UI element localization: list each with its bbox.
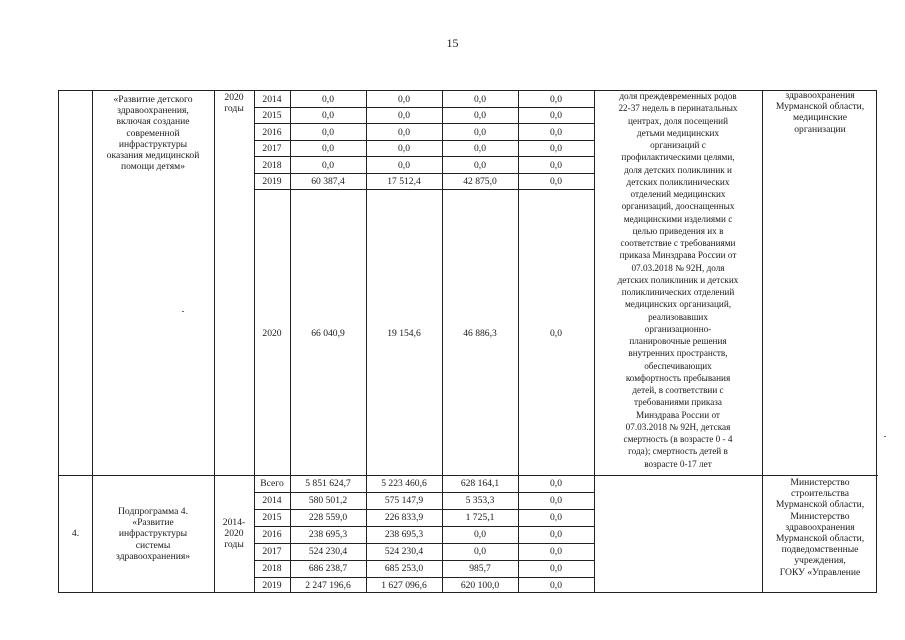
executor-line: Министерство — [790, 477, 850, 488]
amount-cell: 238 695,3 — [308, 529, 348, 540]
amount-cell: 0,0 — [474, 160, 486, 171]
indicator-line: доля детских поликлиник и — [624, 164, 732, 175]
subprogram-name-line: «Развитие — [132, 517, 174, 529]
subprogram-period-line: 2014- — [222, 517, 246, 528]
year-cell: 2016 — [262, 127, 282, 138]
executor-line: здравоохранения — [785, 90, 855, 101]
row-number: 4. — [71, 528, 80, 539]
subprogram-period — [214, 517, 254, 551]
amount-cell: 19 154,6 — [387, 328, 421, 339]
indicator-line: приказа Минздрава России от — [619, 250, 737, 261]
amount-cell: 0,0 — [550, 478, 562, 489]
amount-cell: 1 627 096,6 — [381, 580, 427, 591]
year-cell: 2017 — [262, 143, 282, 154]
indicator-line: соответствие с требованиями — [620, 238, 736, 248]
indicator-line: 22-37 недель в перинатальных — [618, 103, 738, 114]
executor-line: ГОКУ «Управление — [779, 566, 861, 578]
subprogram-name-line: Подпрограмма 4. — [118, 506, 188, 517]
amount-cell: 620 100,0 — [460, 580, 500, 591]
executor-line: учреждения, — [794, 555, 846, 567]
amount-cell: 0,0 — [398, 110, 410, 121]
indicator-line: комфортность пребывания — [625, 372, 731, 383]
indicator-line: Минздрава России от — [636, 409, 720, 420]
year-cell: 2017 — [262, 546, 282, 557]
subprogram-period-line: 2020 — [224, 528, 244, 540]
section-divider — [59, 475, 878, 476]
amount-cell: 0,0 — [550, 529, 562, 540]
event-name-line: оказания медицинской — [106, 150, 200, 162]
year-cell: 2019 — [262, 580, 282, 591]
row-divider — [254, 577, 594, 578]
indicator-line: целью приведения их в — [632, 225, 724, 236]
amount-cell: 66 040,9 — [311, 328, 345, 339]
amount-cell: 5 851 624,7 — [305, 478, 351, 489]
year-cell: Всего — [260, 478, 284, 489]
amount-cell: 5 223 460,6 — [381, 478, 427, 489]
event-name-line: включая создание — [116, 116, 190, 128]
executor-line: медицинские — [793, 112, 847, 124]
amount-cell: 0,0 — [474, 94, 486, 105]
amount-cell: 0,0 — [550, 563, 562, 574]
amount-cell: 0,0 — [322, 127, 334, 138]
year-cell: 2020 — [262, 328, 282, 339]
amount-cell: 228 559,0 — [308, 512, 348, 523]
event-period-line: годы — [224, 103, 244, 115]
amount-cell: 0,0 — [322, 94, 334, 105]
amount-cell: 685 253,0 — [384, 563, 424, 574]
indicator-line: года); смертность детей в — [628, 446, 728, 457]
subprogram-name-line: системы — [135, 539, 171, 551]
event-name-line: современной — [126, 127, 180, 139]
amount-cell: 0,0 — [550, 94, 562, 105]
subprogram-name-line: здравоохранения» — [115, 550, 191, 562]
amount-cell: 226 833,9 — [384, 512, 424, 523]
year-cell: 2014 — [262, 94, 282, 105]
indicator-line: 07.03.2018 № 92Н, детская — [625, 421, 731, 432]
subprogram-period-line: годы — [224, 539, 244, 551]
amount-cell: 686 238,7 — [308, 563, 348, 574]
amount-cell: 0,0 — [474, 127, 486, 138]
indicator-line: 07.03.2018 № 92Н, доля — [631, 262, 725, 273]
amount-cell: 0,0 — [550, 176, 562, 187]
row-divider — [254, 509, 594, 510]
year-cell: 2019 — [262, 176, 282, 187]
amount-cell: 524 230,4 — [384, 546, 424, 557]
amount-cell: 0,0 — [550, 127, 562, 138]
row-divider — [254, 140, 594, 141]
scan-speck — [182, 311, 184, 312]
event-period-line: 2020 — [224, 92, 244, 103]
indicator-line: детей, в соответствии с — [632, 385, 724, 395]
row-divider — [254, 543, 594, 544]
indicator-line: возрасте 0-17 лет — [644, 458, 712, 469]
year-cell: 2015 — [262, 512, 282, 523]
amount-cell: 0,0 — [322, 110, 334, 121]
amount-cell: 0,0 — [550, 160, 562, 171]
row-divider — [254, 156, 594, 157]
amount-cell: 0,0 — [550, 546, 562, 557]
row-divider — [254, 526, 594, 527]
indicator-line: организаций с — [650, 140, 706, 150]
indicator-line: центрах, доля посещений — [627, 115, 729, 126]
indicator-line: смертность (в возрасте 0 - 4 — [623, 434, 733, 444]
amount-cell: 0,0 — [550, 495, 562, 506]
indicator-line: профилактическими целями, — [621, 152, 735, 163]
amount-cell: 524 230,4 — [308, 546, 348, 557]
year-cell: 2016 — [262, 529, 282, 540]
indicator-line: обеспечивающих — [644, 360, 712, 371]
indicator-line: детских поликлинических — [626, 176, 730, 187]
year-cell: 2018 — [262, 563, 282, 574]
amount-cell: 0,0 — [398, 94, 410, 105]
amount-cell: 0,0 — [474, 546, 486, 557]
executor-line: Мурманской области, — [775, 101, 865, 113]
indicator-line: отделений медицинских — [630, 189, 726, 199]
row-divider — [254, 173, 594, 174]
row-divider — [254, 560, 594, 561]
event-period — [214, 92, 254, 114]
amount-cell: 0,0 — [474, 529, 486, 540]
indicator-line: реализовавших — [648, 311, 708, 322]
indicator-line: планировочные решения — [629, 336, 727, 346]
indicator-line: организаций, дооснащенных — [621, 201, 735, 212]
event-name-line: «Развитие детского — [113, 94, 193, 105]
amount-cell: 575 147,9 — [384, 495, 424, 506]
amount-cell: 0,0 — [322, 160, 334, 171]
amount-cell: 2 247 196,6 — [305, 580, 351, 591]
executor-text — [762, 477, 878, 578]
executor-line: подведомственные — [781, 544, 859, 556]
amount-cell: 238 695,3 — [384, 529, 424, 540]
executor-line: Мурманской области, — [775, 499, 865, 511]
amount-cell: 0,0 — [398, 160, 410, 171]
amount-cell: 0,0 — [474, 143, 486, 154]
subprogram-name-line: инфраструктуры — [118, 528, 188, 540]
amount-cell: 0,0 — [398, 143, 410, 154]
amount-cell: 0,0 — [550, 580, 562, 591]
page-number: 15 — [446, 36, 459, 50]
amount-cell: 0,0 — [550, 512, 562, 523]
executor-text — [762, 90, 878, 135]
year-cell: 2018 — [262, 160, 282, 171]
executor-line: здравоохранения — [785, 521, 855, 533]
year-cell: 2014 — [262, 495, 282, 506]
amount-cell: 580 501,2 — [308, 495, 348, 506]
amount-cell: 17 512,4 — [387, 176, 421, 187]
row-divider — [254, 189, 594, 190]
event-name-line: инфраструктуры — [118, 138, 188, 150]
amount-cell: 0,0 — [474, 110, 486, 121]
event-name-line: здравоохранения, — [117, 105, 189, 117]
amount-cell: 0,0 — [550, 328, 562, 339]
amount-cell: 1 725,1 — [465, 512, 495, 523]
indicators-text — [594, 90, 762, 470]
indicator-line: доля преждевременных родов — [619, 91, 737, 101]
executor-line: строительства — [790, 488, 850, 500]
executor-line: Министерство — [790, 510, 850, 522]
indicator-line: внутренних пространств, — [628, 348, 728, 359]
amount-cell: 628 164,1 — [460, 478, 500, 489]
amount-cell: 42 875,0 — [463, 176, 497, 187]
amount-cell: 0,0 — [550, 110, 562, 121]
amount-cell: 985,7 — [469, 563, 491, 574]
indicator-line: медицинскими изделиями с — [623, 213, 733, 224]
amount-cell: 5 353,3 — [465, 495, 495, 506]
amount-cell: 0,0 — [322, 143, 334, 154]
amount-cell: 46 886,3 — [463, 328, 497, 339]
event-name-line: помощи детям» — [120, 161, 186, 173]
row-divider — [254, 107, 594, 108]
row-divider — [254, 123, 594, 124]
indicator-line: организационно- — [644, 323, 712, 334]
indicator-line: медицинских организаций, — [624, 299, 732, 310]
amount-cell: 60 387,4 — [311, 176, 345, 187]
subprogram-name — [92, 506, 214, 562]
year-cell: 2015 — [262, 110, 282, 121]
amount-cell: 0,0 — [550, 143, 562, 154]
amount-cell: 0,0 — [398, 127, 410, 138]
indicator-line: поликлинических отделений — [621, 287, 735, 297]
indicator-line: требованиями приказа — [634, 397, 722, 408]
indicator-line: детьми медицинских — [636, 127, 720, 138]
row-divider — [254, 492, 594, 493]
program-table-fragment — [58, 90, 877, 593]
event-name — [92, 94, 214, 172]
executor-line: организации — [794, 123, 846, 135]
indicator-line: детских поликлиник и детских — [617, 274, 739, 285]
executor-line: Мурманской области, — [775, 533, 865, 545]
scan-speck — [884, 436, 886, 437]
